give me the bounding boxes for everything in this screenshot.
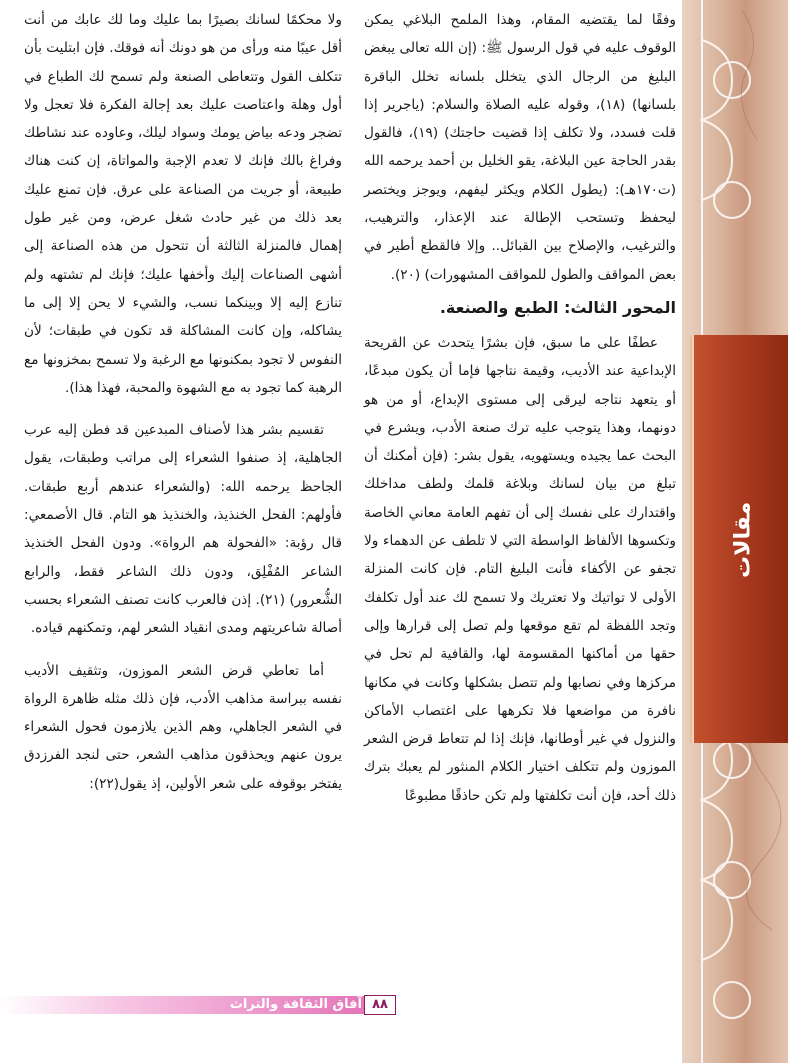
paragraph: ولا محكمًا لسانك بصيرًا بما عليك وما لك عابك من أنت أقل عيبًا منه ورأى من هو دونك أنه فوقك. فإن ابتليت بأن تتكلف القول وتتعاطى الصنعة ولم تسمح لك الطباع في أول وهلة واعتاصت عليك بعد إجالة الفكرة فلا تعجل ولا تضجر ودعه بياض يومك وسواد ليلك، وعاوده عند نشاطك وفراغ بالك فإنك لا تعدم الإجبة والمواتاة، إن كنت هناك طبيعة، أو جريت من الصناعة على عرق. فإن تمنع عليك بعد ذلك من غير حادث شغل عرض، ومن غير طول إهمال فالمنزلة الثالثة أن تتحول من هذه الصناعة إلى أشهى الصناعات إليك وأخفها عليك؛ فإنك لم تشتهه ولم تنازع إليه إلا وبينكما نسب، والشيء لا يحن إلا إلى ما يشاكله، وإن كانت المشاكلة قد تكون في طبقات؛ لأن النفوس لا تجود بمكنونها مع الرغبة ولا تسمح بمخزونها مع الرهبة كما تجود به مع الشهوة والمحبة، فهذا هذا). — [24, 12, 342, 396]
section-heading: المحور الثالث: الطبع والصنعة. — [439, 297, 676, 317]
page-number: ٨٨ — [364, 995, 396, 1015]
paragraph: تقسيم بشر هذا لأصناف المبدعين قد فطن إليه عرب الجاهلية، إذ صنفوا الشعراء إلى مراتب وطبقات، يقول الجاحظ يرحمه الله: (والشعراء عندهم أربع طبقات. فأولهم: الفحل الخنذيذ، والخنذيذ هو التام. قال الأصمعي: قال رؤبة: «الفحولة هم الرواة». ودون الفحل الخنذيذ الشاعر المُفْلِق، ودون ذلك الشاعر فقط، والرابع الشُّعرور) (٢١). إذن فالعرب كانت تصنف الشعراء بحسب أصالة شاعريتهم ومدى انقياد الشعر لهم، وتمكنهم قياده. — [24, 422, 342, 637]
paragraph-gap — [24, 643, 342, 657]
magazine-title: آفاق الثقافة والتراث — [229, 997, 362, 1012]
paragraph: عطفًا على ما سبق، فإن بشرًا يتحدث عن القريحة الإبداعية عند الأديب، وقيمة نتاجها فإما أن يكون مبدعًا، أو يتعهد نتاجه ليرقى إلى مستوى الإبداع، أو من هو دونهما، وهذا يتوجب عليه ترك صنعة الأدب، ويشرع في البحث عما يجيده ويستهويه، يقول بشر: (فإن أمكنك أن تبلغ من بيان لسانك وبلاغة قلمك ولطف مداخلك واقتدارك على نفسك إلى أن تفهم العامة معاني الخاصة وتكسوها الألفاظ الواسطة التي لا تلطف عن الدهماء ولا تجفو عن الأكفاء فأنت البليغ التام. فإن كانت المنزلة الأولى لا تواتيك ولا تعتريك ولا تسمح لك عند أول تكلفك وتجد اللفظة لم تقع موقعها ولم تصل إلى قرارها وإلى حقها من أماكنها المقسومة لها، والقافية لم تحل في مركزها وفي نصابها ولم تتصل بشكلها وكانت في مكانها نافرة من مواضعها فلا تكرهها على اغتصاب الأماكن والنزول في غير أوطانها، فإنك إذا لم تتعاط قرض الشعر الموزون ولم تتكلف اختيار الكلام المنثور لم يعبك بترك ذلك أحد، فإن أنت تكلفتها ولم تكن حاذقًا مطبوعًا — [364, 334, 676, 804]
paragraph: أما تعاطي قرض الشعر الموزون، وتثقيف الأديب نفسه ببراسة مذاهب الأدب، فإن ذلك مثله ظاهرة الرواة في الشعر الجاهلي، وهم الذين يلازمون فحول الشعراء يرون عنهم ويحذقون مذاهب الشعر، حتى لنجد الفرزدق يفتخر بوقوفه على شعر الأولين، إذ يقول(٢٢): — [24, 662, 342, 792]
paragraph-gap — [24, 402, 342, 416]
right-column — [364, 6, 676, 810]
paragraph: وفقًا لما يقتضيه المقام، وهذا الملمح البلاغي يمكن الوقوف عليه في قول الرسول ﷺ: (إن الله تعالى يبغض البليغ من الرجال الذي يتخلل بلسانه تخلل الباقرة بلسانها) (١٨)، وقوله عليه الصلاة والسلام: (ياجرير إذا قلت فسدد، ولا تكلف إذا قضيت حاجتك) (١٩)، فالقول بقدر الحاجة عين البلاغة، يقو الخليل بن أحمد يرحمه الله (ت١٧٠هـ): (يطول الكلام ويكثر ليفهم، ويوجز ويختصر ليحفظ وتستحب الإطالة عند الإعذار، والترهيب، والترغيب، والإصلاح بين القبائل.. وإلا فالقطع أطير في بعض المواقف والطول للمواقف المشهورات) (٢٠). — [364, 12, 676, 283]
section-label: مقالات — [730, 501, 756, 579]
left-column — [24, 6, 342, 798]
